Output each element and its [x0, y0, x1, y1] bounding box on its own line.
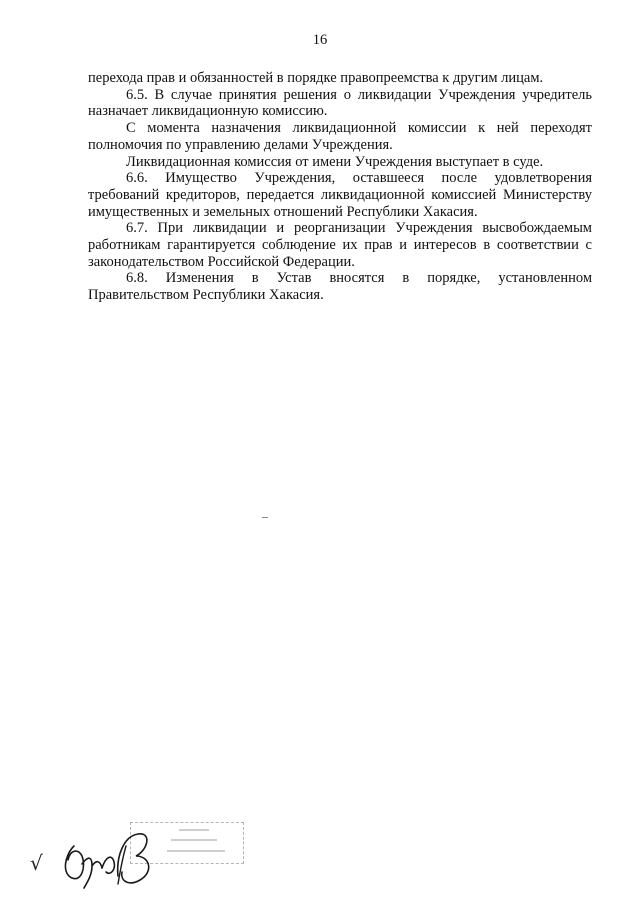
page-number: 16: [312, 32, 328, 48]
paragraph-6-5: 6.5. В случае принятия решения о ликвидации Учреждения учредитель назначает ликвидационную комиссию.: [88, 86, 592, 120]
paragraph-6-8: 6.8. Изменения в Устав вносятся в порядке, установленном Правительством Республики Хакасия.: [88, 270, 592, 304]
handwritten-signature: [56, 826, 166, 892]
paragraph-continuation: перехода прав и обязанностей в порядке правопреемства к другим лицам.: [88, 70, 544, 86]
check-mark: √: [30, 851, 43, 875]
stamp-text-line: [179, 829, 209, 831]
paragraph-commission-court: Ликвидационная комиссия от имени Учреждения выступает в суде.: [126, 153, 544, 170]
paragraph-6-7: 6.7. При ликвидации и реорганизации Учреждения высвобождаемым работникам гарантируется соблюдение их прав и интересов в соответствии с законодательством Российской Федерации.: [88, 220, 592, 270]
stamp-text-line: [171, 839, 217, 841]
stamp-text-line: [167, 850, 225, 852]
scan-speck: [262, 517, 268, 518]
document-body: [88, 70, 592, 304]
paragraph-6-6: 6.6. Имущество Учреждения, оставшееся после удовлетворения требований кредиторов, передается ликвидационной комиссией Министерству имущественных и земельных отношений Республики Хакасия.: [88, 170, 592, 220]
paragraph-commission-powers: С момента назначения ликвидационной комиссии к ней переходят полномочия по управлению делами Учреждения.: [88, 120, 592, 153]
